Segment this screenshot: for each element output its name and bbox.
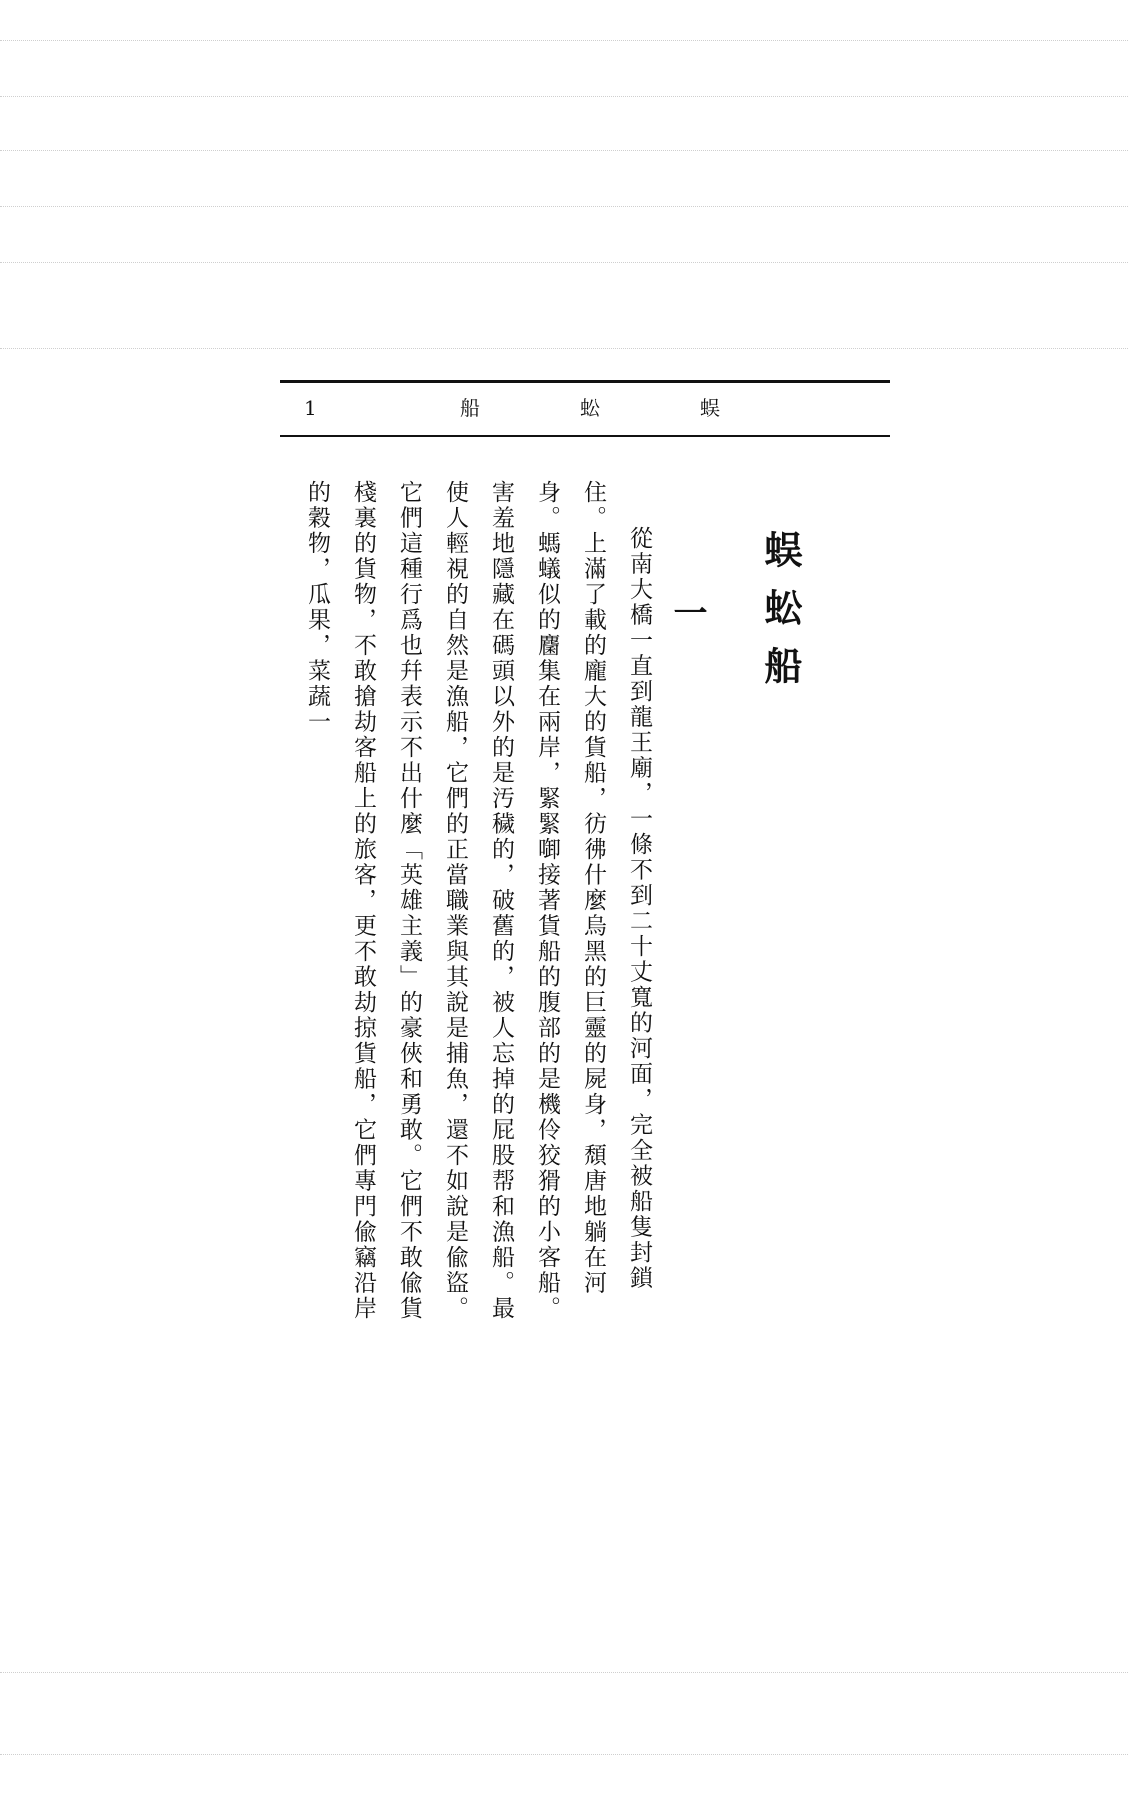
running-head-char: 船 <box>460 396 480 420</box>
page-scan-border-top-1 <box>0 40 1128 41</box>
running-head <box>460 398 720 418</box>
header-rule-top <box>280 380 890 383</box>
body-paragraph: 從南大橋一直到龍王廟，一條不到二十丈寬的河面，完全被船隻封鎖住。上滿了載的龐大的貨船，彷彿什麼烏黑的巨靈的屍身，頹唐地躺在河身。螞蟻似的麕集在兩岸，緊緊啣接著貨船的腹部的是機伶狡猾的小客船。害羞地隱藏在碼頭以外的是汚穢的，破舊的，被人忘掉的屁股帮和漁船。最使人輕視的自然是漁船，它們的正當職業與其說是捕魚，還不如說是偸盜。它們這種行爲也幷表示不出什麼「英雄主義」的豪俠和勇敢。它們不敢偸貨棧裏的貨物，不敢搶劫客船上的旅客，更不敢劫掠貨船，它們專門偸竊沿岸的穀物，瓜果，菜蔬一 <box>304 480 652 1322</box>
running-head-char: 蜈 <box>700 396 720 420</box>
page-scan-border-top-2 <box>0 96 1128 97</box>
chapter-number: 一 <box>667 595 707 629</box>
book-page <box>280 380 890 1340</box>
body-text <box>294 480 662 1330</box>
page-scan-border-top-6 <box>0 348 1128 349</box>
page-scan-border-top-4 <box>0 206 1128 207</box>
chapter-title: 蜈蚣船 <box>758 530 803 704</box>
page-number: 1 <box>304 396 317 420</box>
page-scan-border-bottom-1 <box>0 1672 1128 1673</box>
page-scan-border-top-5 <box>0 262 1128 263</box>
header-rule-bottom <box>280 435 890 437</box>
page-scan-border-top-3 <box>0 150 1128 151</box>
page-scan-border-bottom-2 <box>0 1754 1128 1755</box>
running-head-char: 蚣 <box>580 396 600 420</box>
